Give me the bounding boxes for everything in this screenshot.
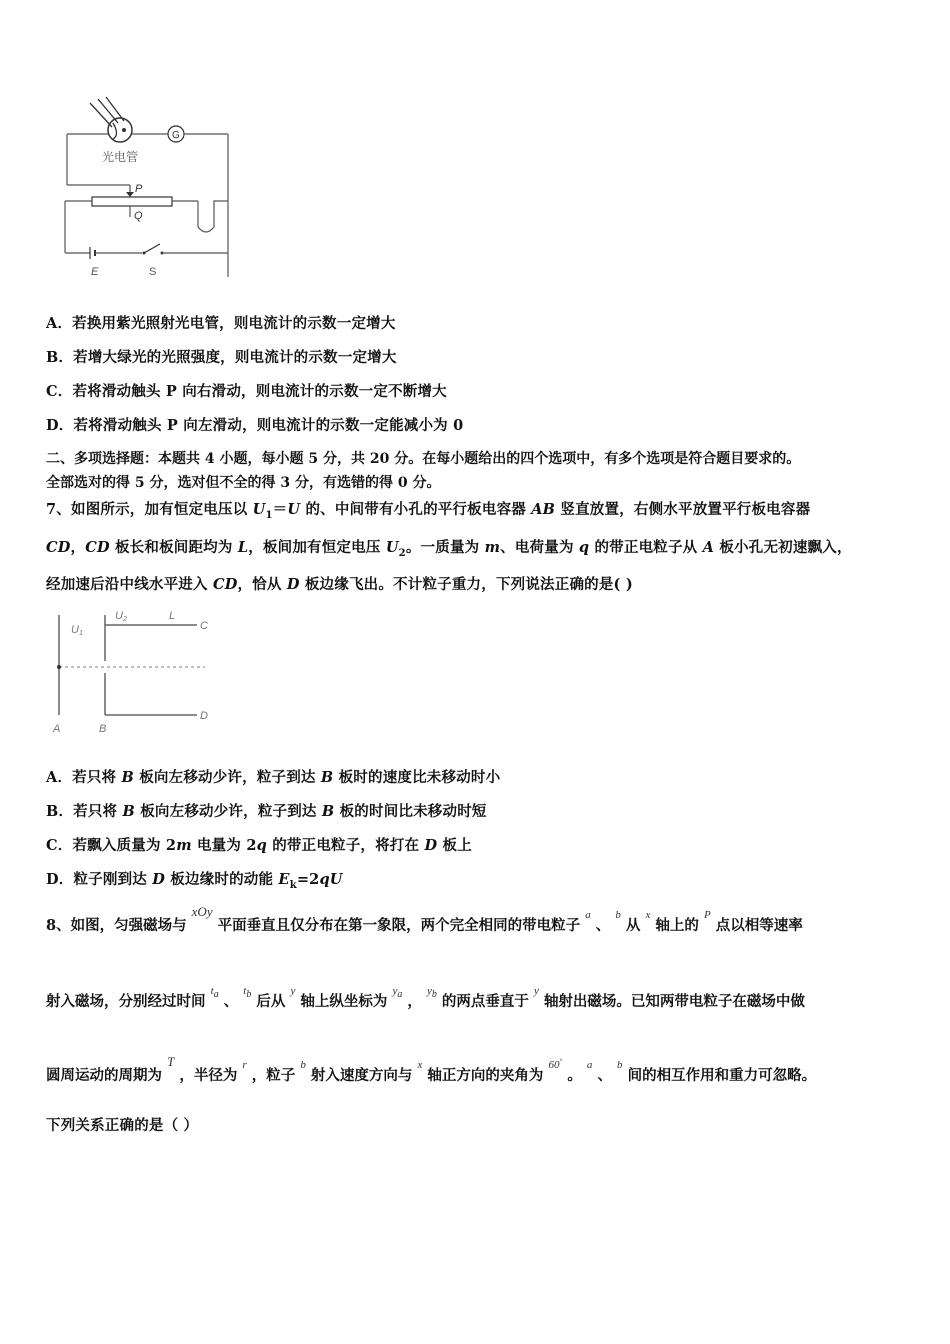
phototube-label: 光电管 bbox=[102, 150, 139, 164]
q7-line-1: 7、如图所示，加有恒定电压以 $U_1=U$ 的、中间带有小孔的平行板电容器 AB 竖直放置，右侧水平放置平行板电容器 bbox=[46, 501, 811, 521]
q8-line-3: 圆周运动的周期为 T ，半径为 $^r$ ，粒子 $^b$ 射入速度方向与 $^x$ 轴正方向的夹角为 $^{60^\circ}$ 。 $^a$ 、 $^b$ 间的相互作用和重力可忽略。 bbox=[46, 1054, 817, 1084]
q7-line-2: CD，CD 板长和板间距均为 L，板间加有恒定电压 $U_2$。一质量为 m、电荷量为 q 的带正电粒子从 A 板小孔无初速飘入， bbox=[46, 539, 852, 559]
capacitor-figure bbox=[45, 605, 225, 740]
label-a: A bbox=[53, 723, 61, 735]
label-u1: U1 bbox=[71, 624, 83, 637]
q6-option-d: D．若将滑动触头 P 向左滑动，则电流计的示数一定能减小为 0 bbox=[46, 417, 464, 434]
q8-line-2: 射入磁场，分别经过时间 $^{t_a}$ 、 $^{t_b}$ 后从 $^y$ 轴上纵坐标为 $^{y_a}$ ， $^{y_b}$ 的两点垂直于 $^y$ 轴射出磁场。已知两带电粒子在磁场中做 bbox=[46, 985, 805, 1010]
section-2-header: 二、多项选择题：本题共 4 小题，每小题 5 分，共 20 分。在每小题给出的四个选项中，有多个选项是符合题目要求的。 bbox=[46, 451, 801, 467]
slider-p-label: P bbox=[135, 183, 143, 195]
label-l: L bbox=[169, 610, 176, 622]
light-ray bbox=[90, 103, 112, 127]
q8-line-1: 8、如图，匀强磁场与 xOy 平面垂直且仅分布在第一象限，两个完全相同的带电粒子 $^a$ 、 $^b$ 从 $^x$ 轴上的 $^P$ 点以相等速率 bbox=[46, 904, 803, 934]
q8-line-4: 下列关系正确的是（ ） bbox=[46, 1117, 199, 1134]
section-2-note: 全部选对的得 5 分，选对但不全的得 3 分，有选错的得 0 分。 bbox=[46, 475, 441, 491]
q6-option-c: C．若将滑动触头 P 向右滑动，则电流计的示数一定不断增大 bbox=[46, 383, 447, 400]
q7-option-d: D．粒子刚到达 D 板边缘时的动能 $E_k=2qU$ bbox=[46, 871, 343, 891]
circuit-figure bbox=[60, 95, 240, 285]
label-b: B bbox=[99, 723, 107, 735]
q6-option-a: A．若换用紫光照射光电管，则电流计的示数一定增大 bbox=[46, 315, 396, 332]
label-d: D bbox=[200, 710, 208, 722]
switch-icon bbox=[144, 244, 160, 253]
q7-line-3: 经加速后沿中线水平进入 CD，恰从 D 板边缘飞出。不计粒子重力，下列说法正确的是( ) bbox=[46, 576, 633, 593]
point-q-label: Q bbox=[134, 210, 143, 222]
rheostat bbox=[92, 197, 172, 206]
q7-option-c: C．若飘入质量为 2m 电量为 2q 的带正电粒子，将打在 D 板上 bbox=[46, 837, 472, 854]
q7-option-a: A．若只将 B 板向左移动少许，粒子到达 B 板时的速度比未移动时小 bbox=[46, 769, 501, 786]
particle bbox=[57, 665, 61, 669]
battery-label: E bbox=[91, 266, 99, 278]
galvanometer-label: G bbox=[172, 130, 180, 141]
phototube-icon bbox=[108, 118, 132, 142]
q6-option-b: B．若增大绿光的光照强度，则电流计的示数一定增大 bbox=[46, 349, 397, 366]
q7-option-b: B．若只将 B 板向左移动少许，粒子到达 B 板的时间比未移动时短 bbox=[46, 803, 487, 820]
label-c: C bbox=[200, 620, 208, 632]
switch-label: S bbox=[149, 266, 157, 278]
label-u2: U2 bbox=[115, 610, 127, 623]
